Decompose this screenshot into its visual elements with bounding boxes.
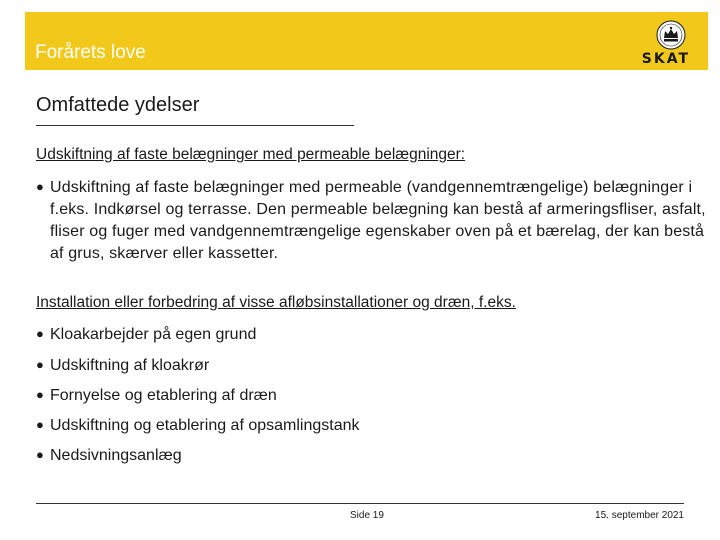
bullet-icon: ●: [36, 417, 44, 432]
block-heading-permeable: Udskiftning af faste belægninger med permeable belægninger:: [36, 146, 466, 163]
bullet-icon: ●: [36, 387, 44, 402]
header-band: [25, 12, 708, 70]
title-divider: [36, 125, 354, 126]
crown-seal-icon: [656, 20, 686, 50]
section-title: Omfattede ydelser: [36, 94, 200, 116]
footer-date: 15. september 2021: [595, 510, 684, 521]
list-item: ● Udskiftning af faste belægninger med permeable (vandgennemtrængelige) belægninger i f.eks. Indkørsel og terrasse. Den permeable belægning kan bestå af armeringsfliser, asfalt, fliser og fuger med vandgennemtrængelige egenskaber oven på et bærelag, der kan bestå af grus, skærver eller kassetter.: [36, 176, 710, 265]
bullet-icon: ●: [36, 447, 44, 462]
bullet-icon: ●: [36, 326, 44, 341]
logo-text: SKAT: [641, 51, 690, 67]
footer-page-number: Side 19: [350, 510, 384, 521]
list-item: ● Nedsivningsanlæg: [36, 444, 182, 467]
block-heading-drainage: Installation eller forbedring af visse afløbsinstallationer og dræn, f.eks.: [36, 294, 516, 311]
skat-logo: [618, 18, 690, 66]
bullet-icon: ●: [36, 179, 45, 194]
slide-header-title: Forårets love: [35, 42, 146, 63]
list-item: ● Udskiftning af kloakrør: [36, 354, 209, 377]
footer-divider: [36, 503, 684, 504]
list-item: ● Fornyelse og etablering af dræn: [36, 384, 277, 407]
list-item: ● Kloakarbejder på egen grund: [36, 323, 256, 346]
list-item: ● Udskiftning og etablering af opsamlingstank: [36, 414, 360, 437]
bullet-icon: ●: [36, 357, 44, 372]
